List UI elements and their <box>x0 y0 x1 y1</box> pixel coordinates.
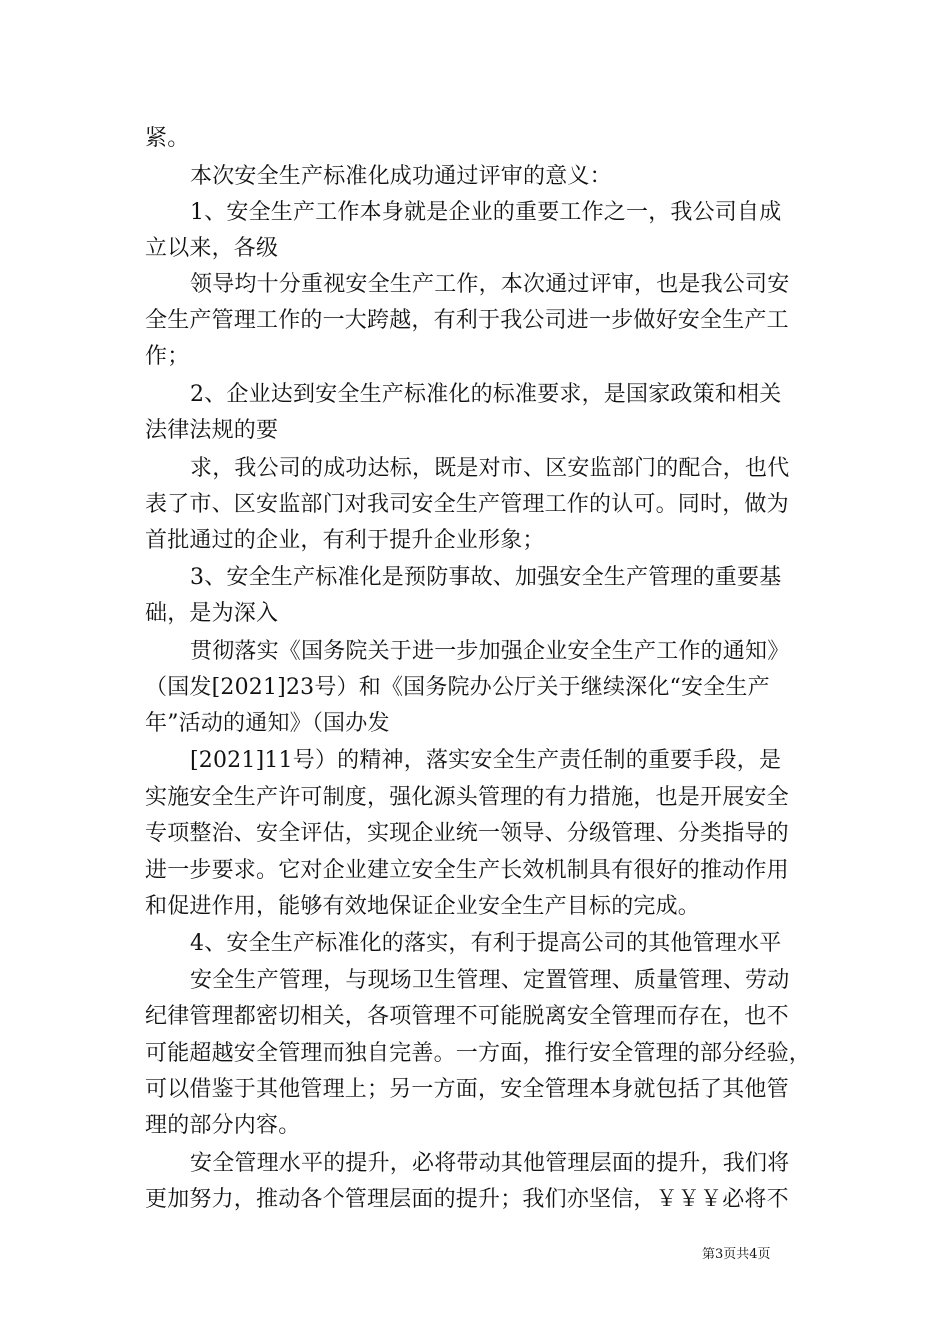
text-line: [2021]11号）的精神，落实安全生产责任制的重要手段，是 <box>190 748 782 773</box>
text-line: 理的部分内容。 <box>145 1113 301 1138</box>
text-line: 作； <box>145 344 190 369</box>
text-line: 贯彻落实《国务院关于进一步加强企业安全生产工作的通知》 <box>190 639 790 664</box>
text-line: 法律法规的要 <box>145 418 279 443</box>
text-line: 紧。 <box>145 126 190 151</box>
text-line: 全生产管理工作的一大跨越，有利于我公司进一步做好安全生产工 <box>145 308 789 333</box>
text-line: 3、安全生产标准化是预防事故、加强安全生产管理的重要基 <box>190 565 782 590</box>
text-line: 表了市、区安监部门对我司安全生产管理工作的认可。同时，做为 <box>145 492 789 517</box>
text-line: 4、安全生产标准化的落实，有利于提高公司的其他管理水平 <box>190 931 782 956</box>
text-line: 实施安全生产许可制度，强化源头管理的有力措施，也是开展安全 <box>145 785 789 810</box>
page-number: 第3页共4页 <box>702 1247 771 1262</box>
text-line: 专项整治、安全评估，实现企业统一领导、分级管理、分类指导的 <box>145 821 789 846</box>
text-line: 年”活动的通知》（国办发 <box>145 711 390 736</box>
text-line: 础，是为深入 <box>145 601 279 626</box>
text-line: 立以来，各级 <box>145 236 279 261</box>
text-line: 1、安全生产工作本身就是企业的重要工作之一，我公司自成 <box>190 200 782 225</box>
text-line: 安全管理水平的提升，必将带动其他管理层面的提升，我们将 <box>190 1151 790 1176</box>
text-line: （国发[2021]23号）和《国务院办公厅关于继续深化“安全生产 <box>145 675 770 700</box>
text-line: 可以借鉴于其他管理上；另一方面，安全管理本身就包括了其他管 <box>145 1077 789 1102</box>
text-line: 安全生产管理，与现场卫生管理、定置管理、质量管理、劳动 <box>190 968 790 993</box>
text-line: 首批通过的企业，有利于提升企业形象； <box>145 528 545 553</box>
text-line: 本次安全生产标准化成功通过评审的意义： <box>190 164 612 189</box>
text-line: 纪律管理都密切相关，各项管理不可能脱离安全管理而存在，也不 <box>145 1004 789 1029</box>
text-line: 和促进作用，能够有效地保证企业安全生产目标的完成。 <box>145 894 701 919</box>
text-line: 进一步要求。它对企业建立安全生产长效机制具有很好的推动作用 <box>145 858 789 883</box>
text-line: 更加努力，推动各个管理层面的提升；我们亦坚信，￥￥￥必将不 <box>145 1187 789 1212</box>
text-line: 可能超越安全管理而独自完善。一方面，推行安全管理的部分经验， <box>145 1041 812 1066</box>
text-line: 2、企业达到安全生产标准化的标准要求，是国家政策和相关 <box>190 382 782 407</box>
text-line: 领导均十分重视安全生产工作，本次通过评审，也是我公司安 <box>190 272 790 297</box>
text-line: 求，我公司的成功达标，既是对市、区安监部门的配合，也代 <box>190 456 790 481</box>
